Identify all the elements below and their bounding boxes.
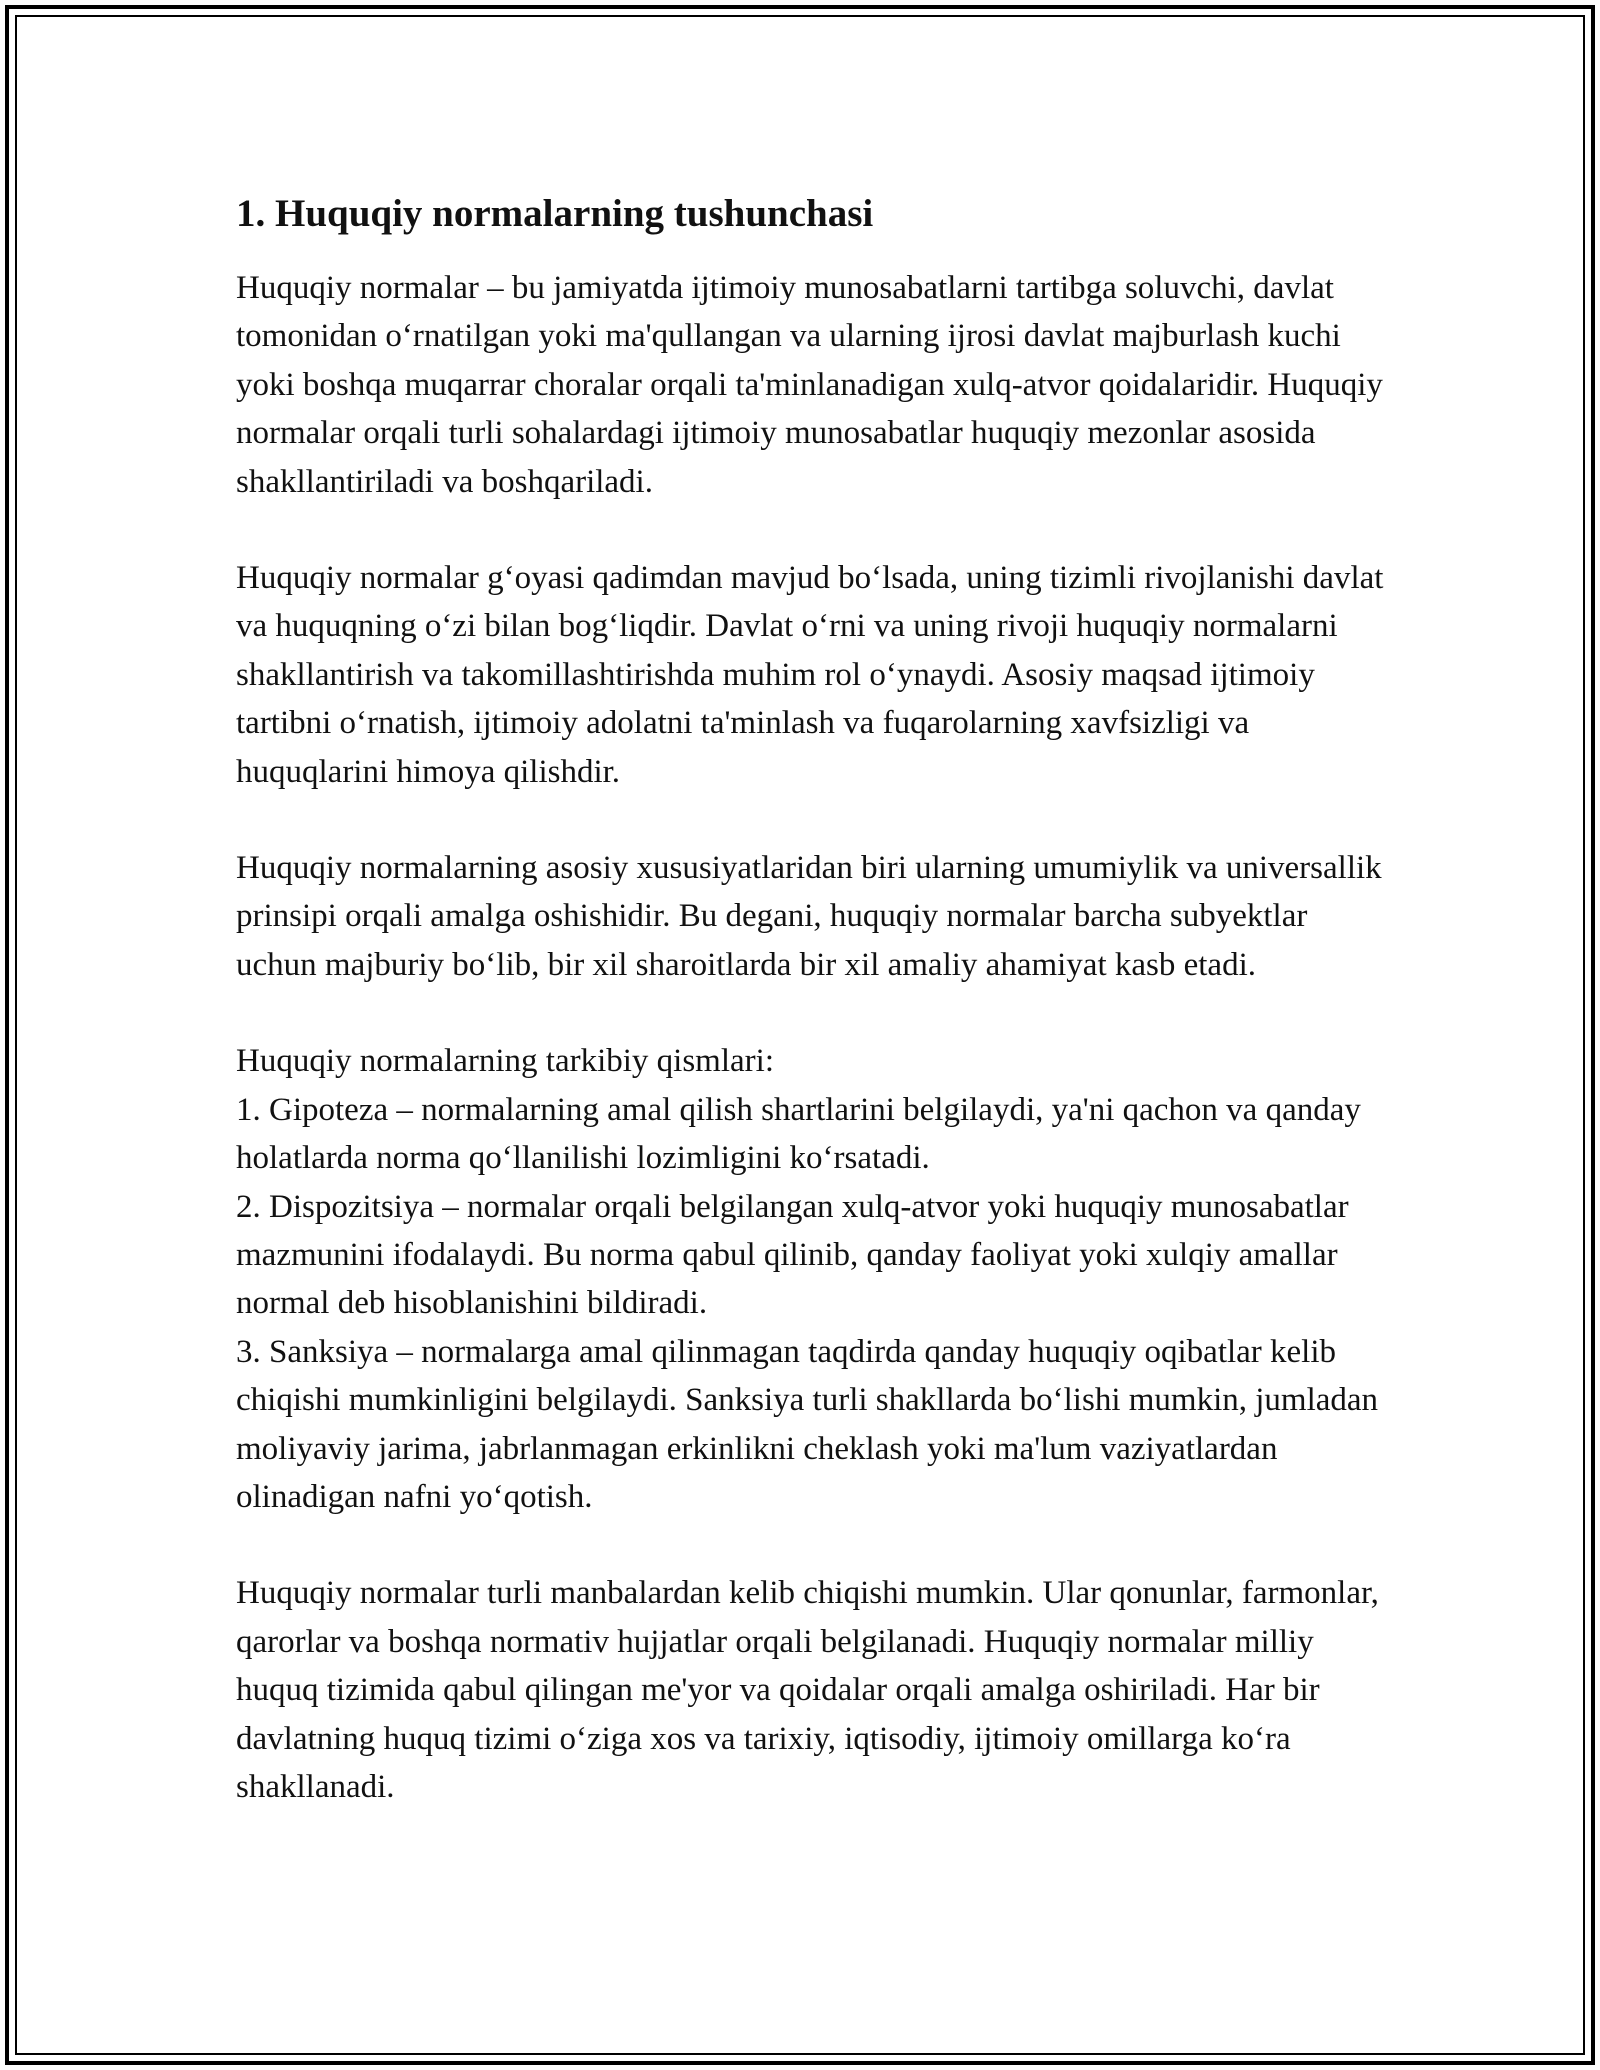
list-item-disposition: 2. Dispozitsiya – normalar orqali belgilangan xulq-atvor yoki huquqiy munosabatlar mazmunini ifodalaydi. Bu norma qabul qilinib, qanday faoliyat yoki xulqiy amallar normal deb hisoblanishini bildiradi. bbox=[236, 1188, 1349, 1322]
components-list bbox=[236, 1037, 1386, 1521]
components-intro: Huquqiy normalarning tarkibiy qismlari: bbox=[236, 1043, 774, 1080]
list-item-sanction: 3. Sanksiya – normalarga amal qilinmagan taqdirda qanday huquqiy oqibatlar kelib chiqishi mumkinligini belgilaydi. Sanksiya turli shakllarda bo‘lishi mumkin, jumladan moliyaviy jarima, jabrlanmagan erkinlikni cheklash yoki ma'lum vaziyatlardan olinadigan nafni yo‘qotish. bbox=[236, 1333, 1379, 1515]
section-heading: 1. Huquqiy normalarning tushunchasi bbox=[236, 192, 874, 235]
paragraph-sources: Huquqiy normalar turli manbalardan kelib chiqishi mumkin. Ular qonunlar, farmonlar, qarorlar va boshqa normativ hujjatlar orqali belgilanadi. Huquqiy normalar milliy huquq tizimida qabul qilingan me'yor va qoidalar orqali amalga oshiriladi. Har bir davlatning huquq tizimi o‘ziga xos va tarixiy, iqtisodiy, ijtimoiy omillarga ko‘ra shakllanadi. bbox=[236, 1575, 1379, 1805]
paragraph-history: Huquqiy normalar g‘oyasi qadimdan mavjud bo‘lsada, uning tizimli rivojlanishi davlat va huquqning o‘zi bilan bog‘liqdir. Davlat o‘rni va uning rivoji huquqiy normalarni shakllantirish va takomillashtirishda muhim rol o‘ynaydi. Asosiy maqsad ijtimoiy tartibni o‘rnatish, ijtimoiy adolatni ta'minlash va fuqarolarning xavfsizligi va huquqlarini himoya qilishdir. bbox=[236, 560, 1384, 790]
list-item-hypothesis: 1. Gipoteza – normalarning amal qilish shartlarini belgilaydi, ya'ni qachon va qanday holatlarda norma qo‘llanilishi lozimligini ko‘rsatadi. bbox=[236, 1091, 1361, 1177]
paragraph-definition: Huquqiy normalar – bu jamiyatda ijtimoiy munosabatlarni tartibga soluvchi, davlat tomonidan o‘rnatilgan yoki ma'qullangan va ularning ijrosi davlat majburlash kuchi yoki boshqa muqarrar choralar orqali ta'minlanadigan xulq-atvor qoidalaridir. Huquqiy normalar orqali turli sohalardagi ijtimoiy munosabatlar huquqiy mezonlar asosida shakllantiriladi va boshqariladi. bbox=[236, 270, 1383, 500]
paragraph-features: Huquqiy normalarning asosiy xususiyatlaridan biri ularning umumiylik va universallik prinsipi orqali amalga oshishidir. Bu degani, huquqiy normalar barcha subyektlar uchun majburiy bo‘lib, bir xil sharoitlarda bir xil amaliy ahamiyat kasb etadi. bbox=[236, 850, 1382, 983]
document-body bbox=[236, 186, 1386, 1859]
